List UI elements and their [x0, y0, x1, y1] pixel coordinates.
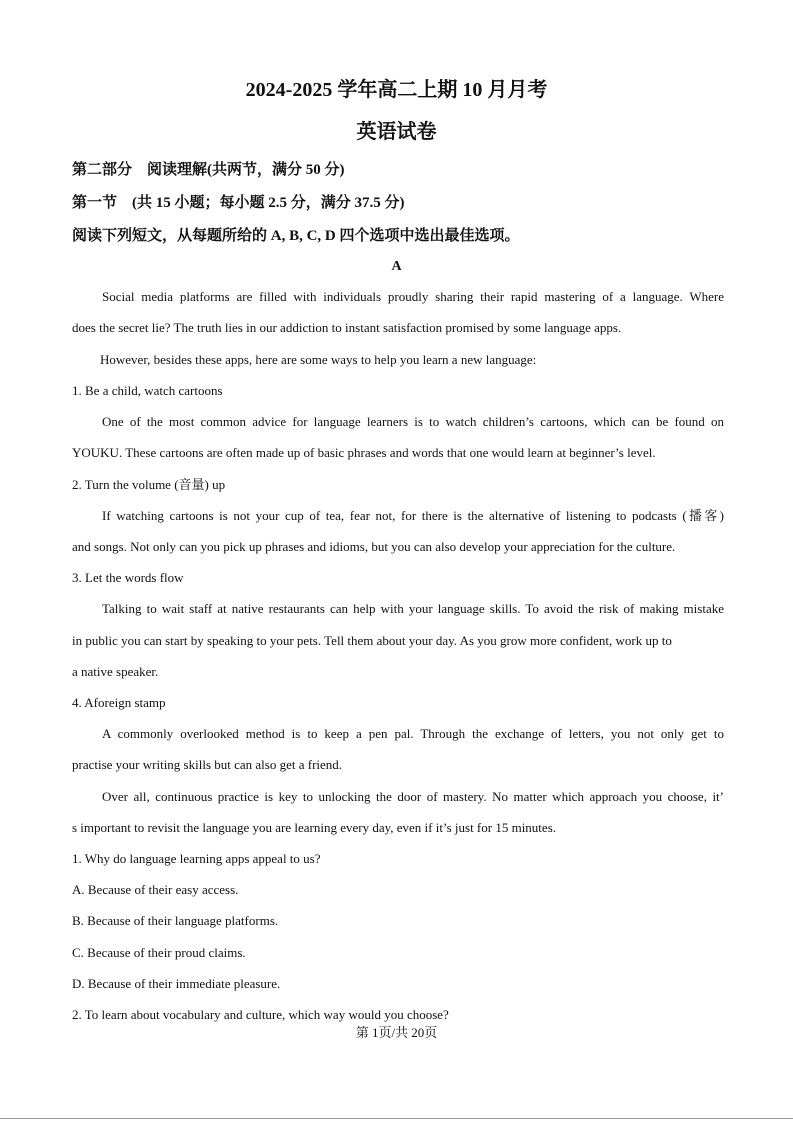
option-1d: D. Because of their immediate pleasure.	[72, 976, 281, 991]
passage-line: However, besides these apps, here are some ways to help you learn a new language:	[100, 352, 537, 367]
part-heading: 第二部分 阅读理解(共两节，满分 50 分)	[72, 162, 345, 178]
passage-line: a native speaker.	[72, 664, 159, 679]
option-1c: C. Because of their proud claims.	[72, 945, 246, 960]
exam-subtitle: 英语试卷	[356, 121, 437, 143]
option-1b: B. Because of their language platforms.	[72, 913, 279, 928]
passage-subheading: 4. Aforeign stamp	[72, 695, 166, 710]
passage-line: practise your writing skills but can also get a friend.	[72, 757, 343, 772]
question-1: 1. Why do language learning apps appeal to us?	[72, 851, 321, 866]
passage-subheading: 3. Let the words flow	[72, 570, 184, 585]
passage-line: s important to revisit the language you are learning every day, even if it’s just for 15 minutes.	[72, 820, 557, 835]
passage-line: and songs. Not only can you pick up phrases and idioms, but you can also develop your appreciation for the culture.	[72, 539, 676, 554]
passage-subheading: 1. Be a child, watch cartoons	[72, 383, 223, 398]
question-2: 2. To learn about vocabulary and culture, which way would you choose?	[72, 1007, 449, 1022]
passage-line: If watching cartoons is not your cup of tea, fear not, for there is the alternative of listening to podcasts (播客)	[102, 508, 724, 523]
passage-line: Talking to wait staff at native restaurants can help with your language skills. To avoid the risk of making mistake	[102, 601, 724, 616]
option-1a: A. Because of their easy access.	[72, 882, 239, 897]
passage-label: A	[391, 259, 402, 274]
passage-line: One of the most common advice for language learners is to watch children’s cartoons, which can be found on	[102, 414, 724, 429]
page-bottom-border	[0, 1118, 793, 1119]
section-heading: 第一节 (共 15 小题；每小题 2.5 分，满分 37.5 分)	[72, 195, 405, 211]
passage-line: in public you can start by speaking to your pets. Tell them about your day. As you grow more confident, work up to	[72, 633, 672, 648]
exam-title: 2024-2025 学年高二上期 10 月月考	[245, 79, 548, 101]
passage-line: Social media platforms are filled with individuals proudly sharing their rapid mastering of a language. Where	[102, 289, 724, 304]
passage-line: A commonly overlooked method is to keep a pen pal. Through the exchange of letters, you not only get to	[102, 726, 724, 741]
passage-line: YOUKU. These cartoons are often made up of basic phrases and words that one would learn at beginner’s level.	[72, 445, 656, 460]
passage-line: Over all, continuous practice is key to unlocking the door of mastery. No matter which approach you choose, it’	[102, 789, 724, 804]
page-number: 第 1页/共 20页	[355, 1025, 438, 1040]
direction-text: 阅读下列短文，从每题所给的 A, B, C, D 四个选项中选出最佳选项。	[72, 228, 520, 244]
passage-line: does the secret lie? The truth lies in our addiction to instant satisfaction promised by some language apps.	[72, 320, 622, 335]
passage-subheading: 2. Turn the volume (音量) up	[72, 477, 226, 492]
